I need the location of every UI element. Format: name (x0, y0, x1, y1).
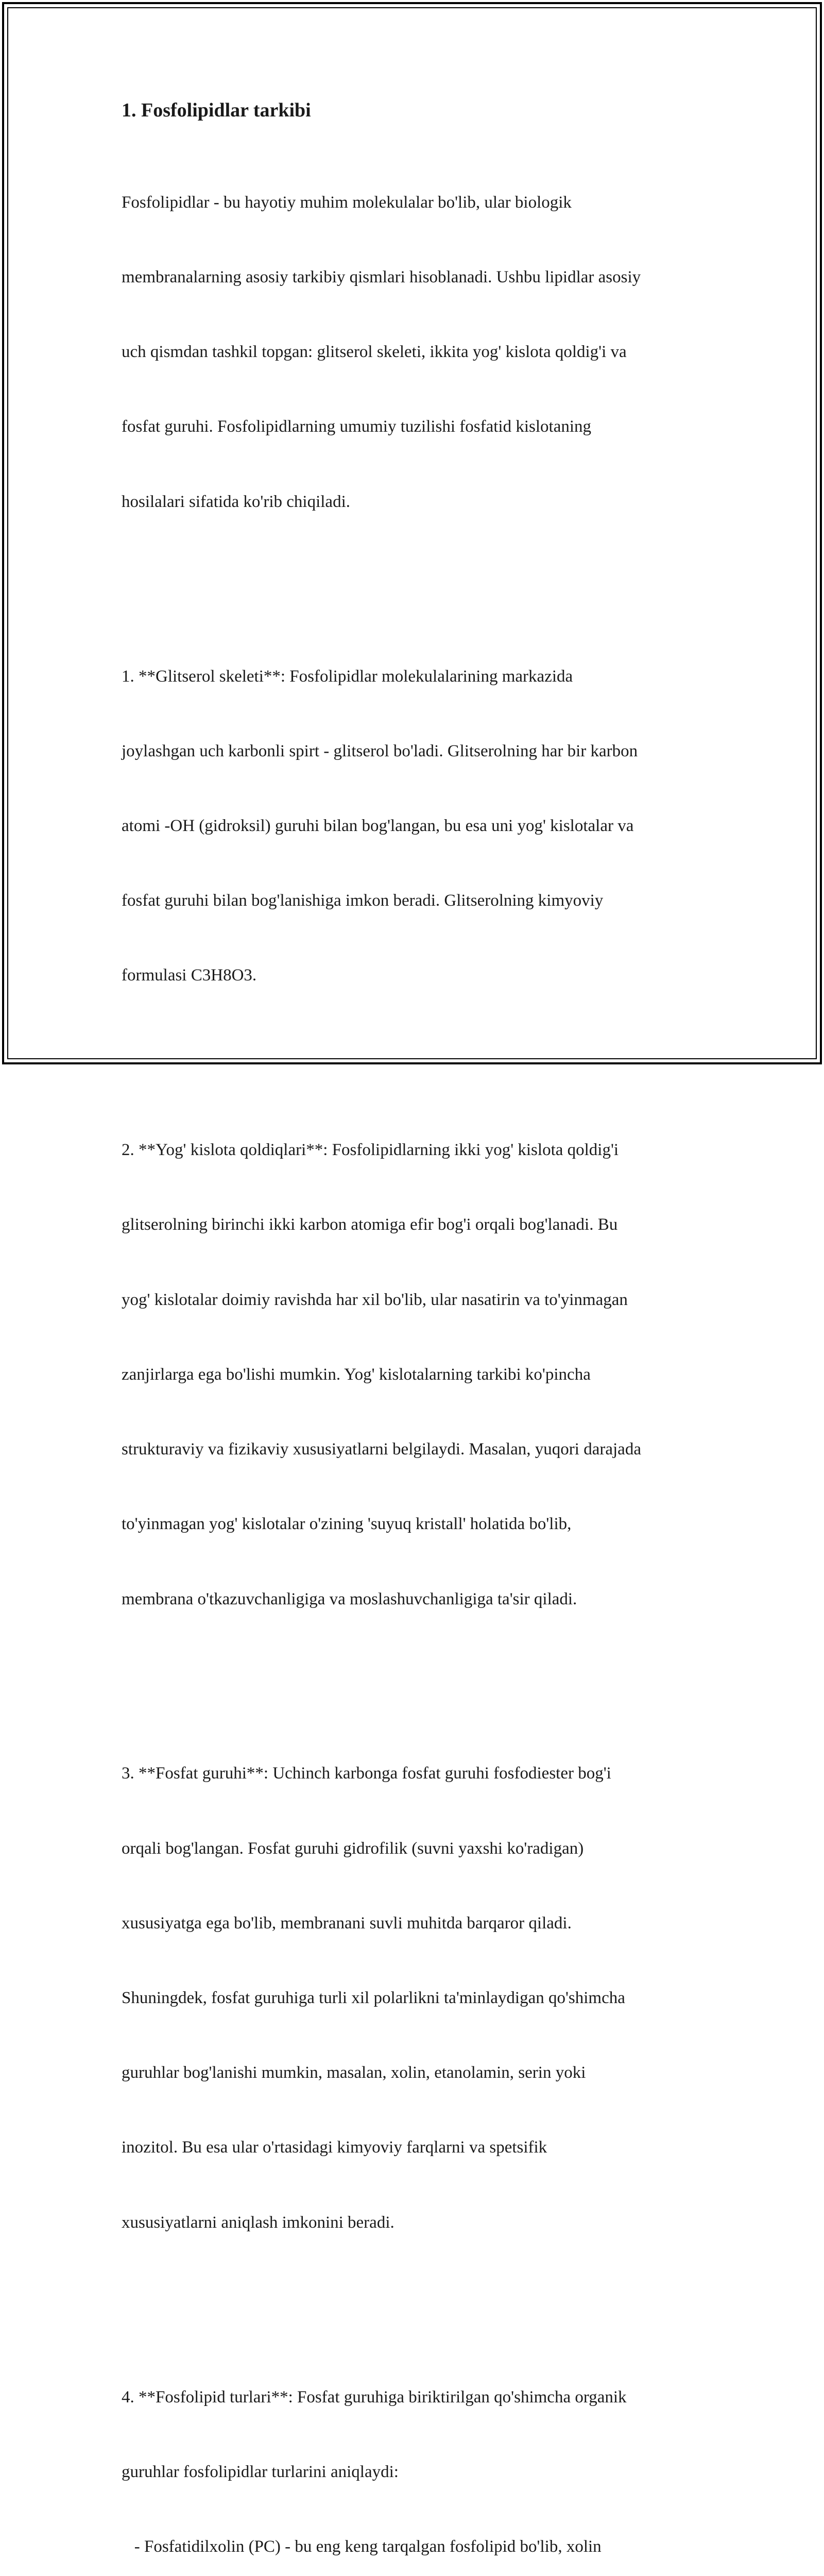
text-line: 1. **Glitserol skeleti**: Fosfolipidlar molekulalarining markazida (122, 667, 573, 686)
text-line: Shuningdek, fosfat guruhiga turli xil polarlikni ta'minlaydigan qo'shimcha (122, 1989, 625, 2008)
text-line: membrana o'tkazuvchanligiga va moslashuvchanligiga ta'sir qiladi. (122, 1589, 577, 1608)
text-line: atomi -OH (gidroksil) guruhi bilan bog'langan, bu esa uni yog' kislotalar va (122, 816, 634, 835)
text-line: membranalarning asosiy tarkibiy qismlari hisoblanadi. Ushbu lipidlar asosiy (122, 268, 641, 287)
text-line: joylashgan uch karbonli spirt - glitserol bo'ladi. Glitserolning har bir karbon (122, 741, 638, 760)
text-line: Fosfolipidlar - bu hayotiy muhim molekulalar bo'lib, ular biologik (122, 193, 572, 212)
text-line: uch qismdan tashkil topgan: glitserol skeleti, ikkita yog' kislota qoldig'i va (122, 343, 627, 362)
text-line: glitserolning birinchi ikki karbon atomiga efir bog'i orqali bog'lanadi. Bu (122, 1215, 618, 1234)
text-line: inozitol. Bu esa ular o'rtasidagi kimyoviy farqlarni va spetsifik (122, 2138, 547, 2157)
text-line: guruhlar bog'lanishi mumkin, masalan, xolin, etanolamin, serin yoki (122, 2063, 586, 2082)
text-line: 4. **Fosfolipid turlari**: Fosfat guruhiga biriktirilgan qo'shimcha organik (122, 2387, 627, 2406)
text-line: 2. **Yog' kislota qoldiqlari**: Fosfolipidlarning ikki yog' kislota qoldig'i (122, 1141, 619, 1160)
text-line: formulasi C3H8O3. (122, 966, 257, 985)
blank-line (122, 564, 719, 589)
text-line: orqali bog'langan. Fosfat guruhi gidrofilik (suvni yaxshi ko'radigan) (122, 1839, 584, 1858)
blank-line (122, 2285, 719, 2310)
intro-paragraph (122, 140, 719, 2576)
text-line: xususiyatga ega bo'lib, membranani suvli muhitda barqaror qiladi. (122, 1913, 572, 1933)
text-line: guruhlar fosfolipidlar turlarini aniqlaydi: (122, 2462, 399, 2481)
document-title: 1. Fosfolipidlar tarkibi (122, 99, 311, 121)
text-line: fosfat guruhi. Fosfolipidlarning umumiy tuzilishi fosfatid kislotaning (122, 417, 592, 436)
document-body (122, 96, 719, 2576)
text-line: zanjirlarga ega bo'lishi mumkin. Yog' kislotalarning tarkibi ko'pincha (122, 1365, 591, 1384)
blank-line (122, 1038, 719, 1063)
text-line: to'yinmagan yog' kislotalar o'zining 'suyuq kristall' holatida bo'lib, (122, 1515, 572, 1534)
text-line: hosilalari sifatida ko'rib chiqiladi. (122, 492, 351, 511)
text-line: fosfat guruhi bilan bog'lanishiga imkon beradi. Glitserolning kimyoviy (122, 891, 604, 910)
list-item: - Fosfatidilxolin (PC) - bu eng keng tarqalgan fosfolipid bo'lib, xolin (122, 2537, 602, 2556)
text-line: yog' kislotalar doimiy ravishda har xil bo'lib, ular nasatirin va to'yinmagan (122, 1290, 628, 1309)
text-line: 3. **Fosfat guruhi**: Uchinch karbonga fosfat guruhi fosfodiester bog'i (122, 1764, 611, 1783)
text-line: xususiyatlarni aniqlash imkonini beradi. (122, 2213, 394, 2232)
blank-line (122, 1662, 719, 1686)
text-line: strukturaviy va fizikaviy xususiyatlarni belgilaydi. Masalan, yuqori darajada (122, 1440, 641, 1459)
